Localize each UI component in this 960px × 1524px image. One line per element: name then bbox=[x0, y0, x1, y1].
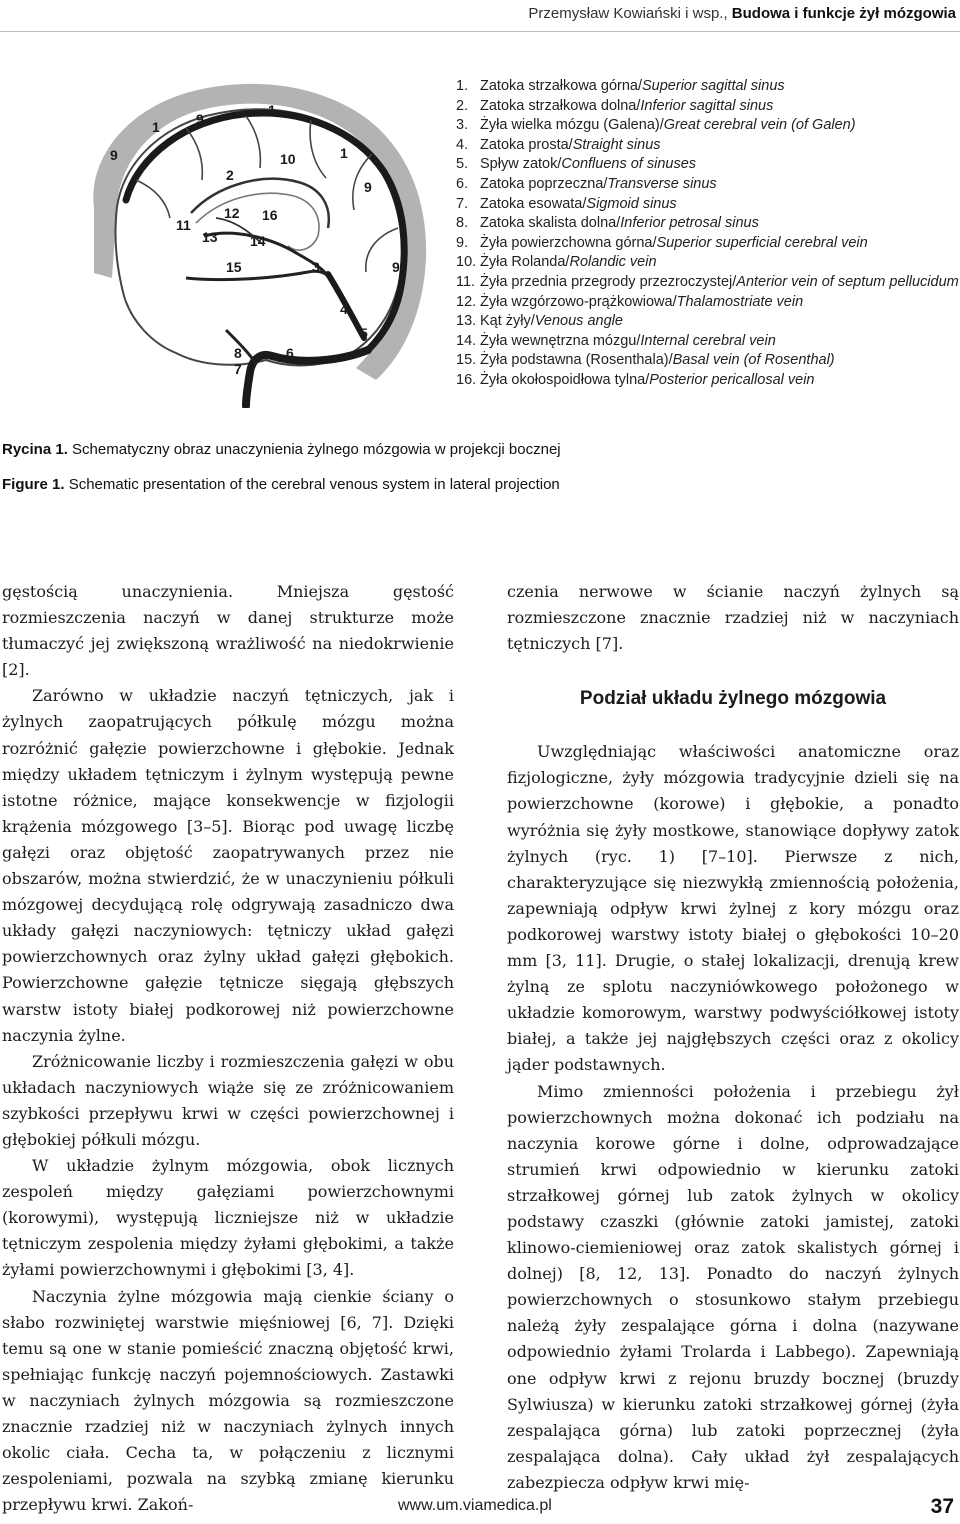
legend-item bbox=[456, 351, 960, 371]
right-paragraph-1: Uwzględniając właściwości anatomiczne oraz fizjologiczne, żyły mózgowia tradycyjnie dzieli się na powierzchowne (korowe) i głębokie, a ponadto wyróżnia się żyły mostkowe, stanowiące dopływy zatok żylnych (ryc. 1) [7–10]. Pierwsze z nich, charakteryzujące się niezwykłą zmiennością położenia, zapewniają odpływ krwi żylnej z kory mózgu oraz podkorowej warstwy istoty białej o głębokości 10–20 mm [3, 11]. Drugie, o stałej lokalizacji, drenują krew żylną ze splotu naczyniówkowego położonego w układzie komorowym, warstwy podwyściółkowej istoty białej, a także jej najgłębszych części oraz z okolicy jąder podstawnych. bbox=[507, 742, 959, 1075]
header-authors: Przemysław Kowiański i wsp., bbox=[528, 5, 728, 22]
transverse-sigmoid-sinus bbox=[246, 350, 368, 406]
legend-number: 1. bbox=[456, 78, 469, 94]
left-paragraph-3: Zróżnicowanie liczby i rozmieszczenia gałęzi w obu układach naczyniowych wiąże się ze zróżnicowaniem szybkości przepływu krwi w części powierzchownej i głębokiej półkuli mózgu. bbox=[2, 1051, 454, 1149]
header-short-title: Budowa i funkcje żył mózgowia bbox=[731, 5, 956, 22]
label-6: 6 bbox=[286, 345, 294, 361]
left-column bbox=[2, 579, 454, 1518]
legend-latin-name: Superior sagittal sinus bbox=[642, 78, 785, 94]
legend-item bbox=[456, 97, 960, 117]
legend-polish-name: Żyła wielka mózgu (Galena)/ bbox=[480, 117, 664, 134]
legend-item bbox=[456, 273, 960, 293]
legend-polish-name: Żyła Rolanda/ bbox=[480, 254, 570, 271]
legend-number: 12. bbox=[456, 293, 477, 310]
legend-number: 6. bbox=[456, 175, 469, 192]
right-paragraph-2: Mimo zmienności położenia i przebiegu żył powierzchownych można dokonać ich podziału na naczynia korowe górne i dolne, odprowadzające strumień krwi odpowiednio w kierunku zatoki strzałkowej górnej lub zatok żylnych w okolicy podstawy czaszki (głównie zatoki jamistej, zatoki klinowo-ciemieniowej oraz zatok skalistych górnej i dolnej) [8, 12, 13]. Ponadto do naczyń żylnych powierzchownych o stosunkowo stałym przebiegu należą żyły zespalające górna i dolna (nazywane odpowiednio żyłami Trolarda i Labbego). Zapewniają one odpływ krwi z rejonu bruzdy bocznej (bruzdy Sylwiusza) w kierunku zatoki strzałkowej górnej (żyła zespalająca górna) lub zatoki poprzecznej (żyła zespalająca dolna). Cały układ żył zespalających zabezpiecza odpływ krwi mię- bbox=[507, 1081, 959, 1492]
legend-latin-name: Confluens of sinuses bbox=[561, 156, 697, 173]
caption-english-text: Schematic presentation of the cerebral venous system in lateral projection bbox=[68, 476, 560, 493]
left-paragraph-1: gęstością unaczynienia. Mniejsza gęstość rozmieszczenia naczyń w danej strukturze może tłumaczyć jej zwiększoną wrażliwość na niedokrwienie [2]. bbox=[2, 582, 454, 680]
legend-number: 2. bbox=[456, 97, 469, 114]
label-1-b: 1 bbox=[268, 102, 276, 118]
legend-number: 5. bbox=[456, 156, 469, 173]
caption-polish-text: Schematyczny obraz unaczynienia żylnego mózgowia w projekcji bocznej bbox=[72, 441, 561, 458]
brain-venous-diagram bbox=[76, 68, 446, 408]
legend-number: 13. bbox=[456, 313, 477, 330]
caption-polish bbox=[2, 441, 561, 458]
section-heading: Podział układu żylnego mózgowia bbox=[579, 688, 887, 710]
legend-latin-name: Straight sinus bbox=[572, 136, 661, 153]
legend-number: 14. bbox=[456, 332, 477, 349]
label-9-a: 9 bbox=[196, 111, 204, 127]
right-column bbox=[507, 579, 959, 1496]
left-paragraph-2: Zarówno w układzie naczyń tętniczych, jak i żylnych zaopatrujących półkulę mózgu można rozróżnić gałęzie powierzchowne i głębokie. Jednak między układem tętniczym i żylnym występują pewne istotne różnice, mające konsekwencje w fizjologii krążenia mózgowego [3–5]. Biorąc pod uwagę liczbę gałęzi oraz objętość zaopatrywanych przez nie obszarów, można stwierdzić, że w unaczynieniu półkuli mózgowej decydującą rolę odgrywają zasadniczo dwa układy gałęzi naczyniowych: tętniczy układ gałęzi powierzchownych oraz żylny układ gałęzi głębokich. Powierzchowne gałęzie tętnicze sięgają głębszych warstw istoty białej podkorowej niż powierzchowne naczynia żylne. bbox=[2, 686, 454, 1045]
legend-latin-name: Inferior sagittal sinus bbox=[640, 97, 774, 114]
label-11: 11 bbox=[176, 217, 191, 233]
legend-latin-name: Internal cerebral vein bbox=[640, 332, 776, 349]
legend-item bbox=[456, 253, 960, 273]
left-paragraph-5: Naczynia żylne mózgowia mają cienkie ściany o słabo rozwiniętej warstwie mięśniowej [6, 7]. Dzięki temu są one w stanie pomieścić znaczną objętość krwi, spełniając funkcję naczyń pojemnościowych. Zastawki w naczyniach żylnych mózgowia są rozmieszczone znacznie rzadziej niż w naczyniach żylnych innych okolic ciała. Cecha ta, w połączeniu z licznymi zespoleniami, pozwala na szybką zmianę kierunku przepływu krwi. Zakoń- bbox=[2, 1286, 454, 1515]
legend-polish-name: Żyła okołospoidłowa tylna/ bbox=[480, 371, 650, 388]
legend-polish-name: Zatoka strzałkowa górna/ bbox=[480, 78, 642, 94]
legend-latin-name: Thalamostriate vein bbox=[676, 293, 804, 310]
legend-latin-name: Anterior vein of septum pellucidum bbox=[736, 273, 959, 290]
label-10: 10 bbox=[280, 151, 296, 167]
legend-item bbox=[456, 155, 960, 175]
legend-item bbox=[456, 136, 960, 156]
legend-polish-name: Zatoka skalista dolna/ bbox=[480, 215, 621, 232]
legend-item bbox=[456, 175, 960, 195]
legend-item bbox=[456, 312, 960, 332]
label-1-a: 1 bbox=[152, 119, 160, 135]
legend-number: 10. bbox=[456, 254, 477, 271]
legend-polish-name: Żyła podstawna (Rosenthala)/ bbox=[480, 352, 673, 369]
label-7: 7 bbox=[234, 361, 242, 377]
caption-polish-label: Rycina 1. bbox=[2, 441, 68, 458]
legend-latin-name: Venous angle bbox=[534, 313, 623, 330]
legend-latin-name: Inferior petrosal sinus bbox=[620, 215, 759, 232]
label-3: 3 bbox=[312, 259, 320, 275]
label-9-b: 9 bbox=[110, 147, 118, 163]
legend-polish-name: Zatoka esowata/ bbox=[480, 195, 587, 212]
label-1-c: 1 bbox=[340, 145, 348, 161]
label-5: 5 bbox=[360, 325, 368, 341]
legend-latin-name: Rolandic vein bbox=[569, 254, 657, 271]
legend-polish-name: Żyła powierzchowna górna/ bbox=[480, 234, 657, 251]
legend-polish-name: Zatoka poprzeczna/ bbox=[480, 175, 608, 192]
label-8: 8 bbox=[234, 345, 242, 361]
legend-number: 11. bbox=[456, 273, 476, 290]
legend-polish-name: Żyła wzgórzowo-prążkowiowa/ bbox=[480, 293, 677, 310]
legend-item bbox=[456, 195, 960, 215]
right-paragraph-intro: czenia nerwowe w ścianie naczyń żylnych są rozmieszczone znacznie rzadziej niż w naczyniach tętniczych [7]. bbox=[507, 582, 959, 654]
legend-latin-name: Posterior pericallosal vein bbox=[649, 371, 815, 388]
legend-item bbox=[456, 77, 960, 97]
label-13: 13 bbox=[202, 229, 218, 245]
left-paragraph-4: W układzie żylnym mózgowia, obok licznych zespoleń między gałęziami powierzchownymi (korowymi), występują liczniejsze niż w układzie tętniczym zespolenia między żyłami głębokimi, a także żyłami powierzchownymi i głębokimi [3, 4]. bbox=[2, 1156, 454, 1280]
label-4: 4 bbox=[340, 301, 348, 317]
label-16: 16 bbox=[262, 207, 278, 223]
legend-polish-name: Żyła wewnętrzna mózgu/ bbox=[480, 332, 641, 349]
legend-polish-name: Kąt żyły/ bbox=[480, 313, 535, 330]
legend-polish-name: Spływ zatok/ bbox=[480, 156, 562, 173]
legend-item bbox=[456, 293, 960, 313]
label-15: 15 bbox=[226, 259, 242, 275]
legend-polish-name: Zatoka prosta/ bbox=[480, 136, 573, 153]
legend-item bbox=[456, 234, 960, 254]
legend-number: 4. bbox=[456, 136, 469, 153]
legend-number: 15. bbox=[456, 352, 477, 369]
legend-latin-name: Sigmoid sinus bbox=[586, 195, 677, 212]
legend-number: 9. bbox=[456, 234, 469, 251]
label-2: 2 bbox=[226, 167, 234, 183]
label-14: 14 bbox=[250, 233, 266, 249]
legend-polish-name: Zatoka strzałkowa dolna/ bbox=[480, 97, 641, 114]
label-9-d: 9 bbox=[392, 259, 400, 275]
running-header bbox=[0, 0, 960, 32]
legend-item bbox=[456, 116, 960, 136]
legend-item bbox=[456, 214, 960, 234]
page-number: 37 bbox=[930, 1495, 954, 1518]
figure-legend bbox=[456, 77, 960, 391]
legend-number: 8. bbox=[456, 215, 469, 232]
legend-latin-name: Superior superficial cerebral vein bbox=[656, 234, 868, 251]
header-run bbox=[528, 5, 956, 22]
legend-latin-name: Transverse sinus bbox=[607, 175, 717, 192]
legend-number: 16. bbox=[456, 371, 477, 388]
footer-url[interactable]: www.um.viamedica.pl bbox=[398, 1497, 552, 1514]
caption-english bbox=[2, 476, 560, 493]
legend-polish-name: Żyła przednia przegrody przezroczystej/ bbox=[480, 273, 737, 290]
legend-item bbox=[456, 371, 960, 391]
label-12: 12 bbox=[224, 205, 240, 221]
label-9-c: 9 bbox=[364, 179, 372, 195]
legend-latin-name: Great cerebral vein (of Galen) bbox=[663, 117, 856, 134]
legend-item bbox=[456, 332, 960, 352]
caption-english-label: Figure 1. bbox=[2, 476, 65, 493]
legend-number: 3. bbox=[456, 117, 469, 134]
legend-number: 7. bbox=[456, 195, 469, 212]
legend-latin-name: Basal vein (of Rosenthal) bbox=[672, 352, 835, 369]
